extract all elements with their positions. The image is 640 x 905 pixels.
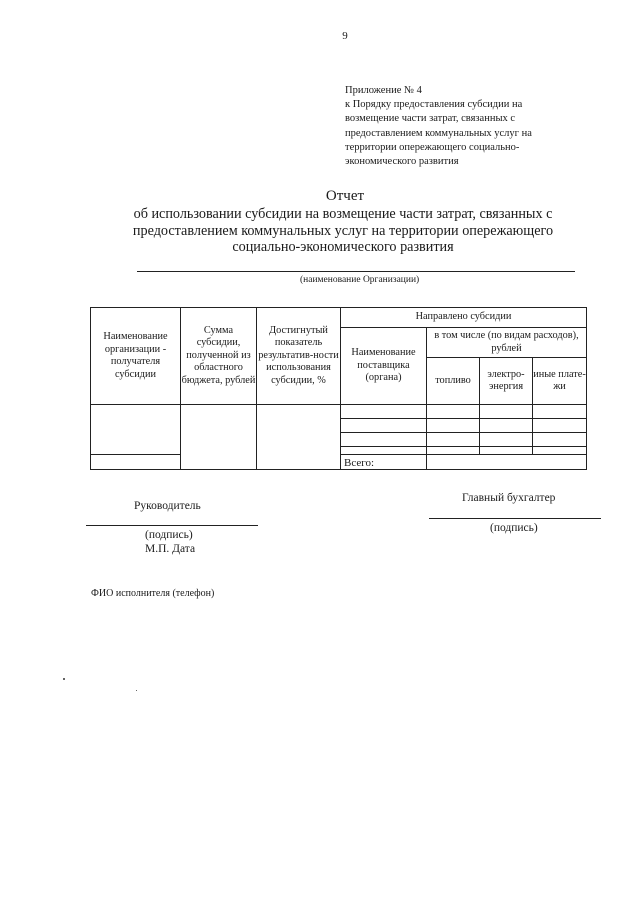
cell-org-name bbox=[91, 405, 181, 455]
accountant-signature-line bbox=[429, 518, 601, 519]
cell-supplier bbox=[341, 405, 427, 419]
appendix-line: экономического развития bbox=[345, 156, 459, 168]
director-signature-caption: (подпись) bbox=[145, 529, 193, 541]
subsidy-report-table bbox=[90, 307, 587, 470]
chief-accountant-label: Главный бухгалтер bbox=[462, 492, 556, 504]
appendix-line: Приложение № 4 bbox=[345, 85, 422, 96]
scan-speck bbox=[136, 690, 137, 691]
page-number: 9 bbox=[342, 30, 348, 42]
cell-subsidy-amount bbox=[181, 405, 257, 470]
header-fuel: топливо bbox=[427, 358, 480, 405]
cell-electricity bbox=[480, 447, 533, 455]
header-indicator: Достигнутый показатель результатив-ности использования субсидии, % bbox=[257, 308, 341, 405]
director-signature-line bbox=[86, 525, 258, 526]
cell-supplier bbox=[341, 447, 427, 455]
accountant-signature-caption: (подпись) bbox=[490, 522, 538, 534]
cell-total-amount bbox=[427, 455, 587, 470]
cell-other bbox=[533, 433, 587, 447]
header-org-name: Наименование организации - получателя субсидии bbox=[91, 308, 181, 405]
appendix-line: возмещение части затрат, связанных с bbox=[345, 113, 516, 125]
scan-speck bbox=[63, 678, 65, 680]
cell-other bbox=[533, 419, 587, 433]
cell-electricity bbox=[480, 433, 533, 447]
appendix-line: территории опережающего социально- bbox=[345, 141, 520, 153]
organization-name-line bbox=[137, 271, 575, 272]
header-other-payments: иные плате-жи bbox=[533, 358, 587, 405]
cell-fuel bbox=[427, 419, 480, 433]
report-subtitle: об использовании субсидии на возмещение части затрат, связанных с предоставлением коммунальных услуг на территории опережающего социально-экономического развития bbox=[132, 206, 554, 255]
header-directed: Направлено субсидии bbox=[341, 308, 587, 328]
appendix-line: к Порядку предоставления субсидии на bbox=[345, 99, 523, 111]
cell-supplier bbox=[341, 433, 427, 447]
cell-electricity bbox=[480, 405, 533, 419]
cell-org-name bbox=[91, 455, 181, 470]
organization-caption: (наименование Организации) bbox=[300, 275, 420, 285]
header-by-type: в том числе (по видам расходов), рублей bbox=[427, 328, 587, 358]
header-electricity: электро-энергия bbox=[480, 358, 533, 405]
appendix-line: предоставлением коммунальных услуг на bbox=[345, 127, 532, 139]
cell-other bbox=[533, 405, 587, 419]
appendix-header bbox=[345, 84, 595, 169]
header-supplier: Наименование поставщика (органа) bbox=[341, 328, 427, 405]
header-subsidy-amount: Сумма субсидии, полученной из областного бюджета, рублей bbox=[181, 308, 257, 405]
director-label: Руководитель bbox=[134, 500, 201, 512]
cell-indicator bbox=[257, 405, 341, 470]
cell-electricity bbox=[480, 419, 533, 433]
cell-fuel bbox=[427, 447, 480, 455]
cell-fuel bbox=[427, 405, 480, 419]
cell-supplier bbox=[341, 419, 427, 433]
report-title: Отчет bbox=[325, 188, 365, 204]
total-label: Всего: bbox=[341, 455, 427, 470]
executor-contact: ФИО исполнителя (телефон) bbox=[91, 588, 215, 599]
cell-fuel bbox=[427, 433, 480, 447]
stamp-date-label: М.П. Дата bbox=[145, 543, 196, 555]
cell-other bbox=[533, 447, 587, 455]
